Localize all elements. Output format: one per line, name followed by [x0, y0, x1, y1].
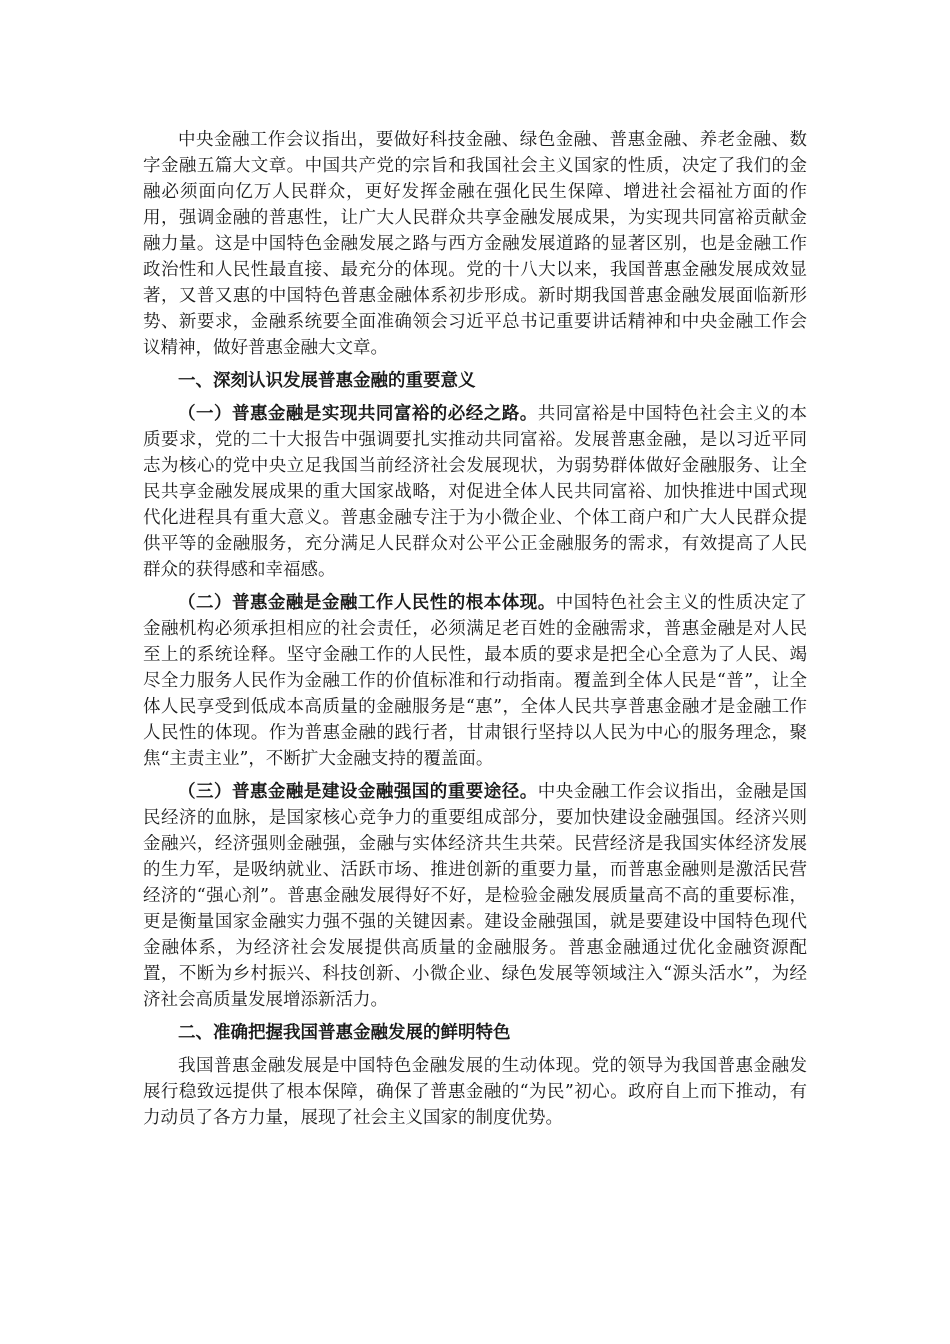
section-2-paragraph: 我国普惠金融发展是中国特色金融发展的生动体现。党的领导为我国普惠金融发展行稳致远提供了根本保障，确保了普惠金融的“为民”初心。政府自上而下推动，有力动员了各方力量，展现了社会主义国家的制度优势。 — [143, 1056, 807, 1128]
section-1-item-3 — [143, 779, 807, 1013]
item-text: 共同富裕是中国特色社会主义的本质要求，党的二十大报告中强调要扎实推动共同富裕。发展普惠金融，是以习近平同志为核心的党中央立足我国当前经济社会发展现状，为弱势群体做好金融服务、让全民共享金融发展成果的重大国家战略，对促进全体人民共同富裕、加快推进中国式现代化进程具有重大意义。普惠金融专注于为小微企业、个体工商户和广大人民群众提供平等的金融服务，充分满足人民群众对公平公正金融服务的需求，有效提高了人民群众的获得感和幸福感。 — [143, 404, 808, 580]
section-1-item-1 — [143, 401, 807, 583]
item-lead: （二）普惠金融是金融工作人民性的根本体现。 — [178, 593, 556, 613]
section-2-heading: 二、准确把握我国普惠金融发展的鲜明特色 — [178, 1023, 511, 1043]
intro-paragraph: 中央金融工作会议指出，要做好科技金融、绿色金融、普惠金融、养老金融、数字金融五篇大文章。中国共产党的宗旨和我国社会主义国家的性质，决定了我们的金融必须面向亿万人民群众，更好发挥金融在强化民生保障、增进社会福祉方面的作用，强调金融的普惠性，让广大人民群众共享金融发展成果，为实现共同富裕贡献金融力量。这是中国特色金融发展之路与西方金融发展道路的显著区别，也是金融工作政治性和人民性最直接、最充分的体现。党的十八大以来，我国普惠金融发展成效显著，又普又惠的中国特色普惠金融体系初步形成。新时期我国普惠金融发展面临新形势、新要求，金融系统要全面准确领会习近平总书记重要讲话精神和中央金融工作会议精神，做好普惠金融大文章。 — [143, 130, 807, 358]
item-lead: （一）普惠金融是实现共同富裕的必经之路。 — [178, 404, 538, 424]
section-1-heading: 一、深刻认识发展普惠金融的重要意义 — [178, 371, 476, 391]
item-text: 中央金融工作会议指出，金融是国民经济的血脉，是国家核心竞争力的重要组成部分，要加快建设金融强国。经济兴则金融兴，经济强则金融强，金融与实体经济共生共荣。民营经济是我国实体经济发展的生力军，是吸纳就业、活跃市场、推进创新的重要力量，而普惠金融则是激活民营经济的“强心剂”。普惠金融发展得好不好，是检验金融发展质量高不高的重要标准，更是衡量国家金融实力强不强的关键因素。建设金融强国，就是要建设中国特色现代金融体系，为经济社会发展提供高质量的金融服务。普惠金融通过优化金融资源配置，不断为乡村振兴、科技创新、小微企业、绿色发展等领域注入“源头活水”，为经济社会高质量发展增添新活力。 — [143, 782, 808, 1010]
item-text: 中国特色社会主义的性质决定了金融机构必须承担相应的社会责任，必须满足老百姓的金融需求，普惠金融是对人民至上的系统诠释。坚守金融工作的人民性，最本质的要求是把全心全意为了人民、竭尽全力服务人民作为金融工作的价值标准和行动指南。覆盖到全体人民是“普”，让全体人民享受到低成本高质量的金融服务是“惠”，全体人民共享普惠金融才是金融工作人民性的体现。作为普惠金融的践行者，甘肃银行坚持以人民为中心的服务理念，聚焦“主责主业”，不断扩大金融支持的覆盖面。 — [143, 593, 808, 769]
section-1-item-2 — [143, 590, 807, 772]
item-lead: （三）普惠金融是建设金融强国的重要途径。 — [178, 782, 538, 802]
document-body — [143, 127, 807, 1138]
